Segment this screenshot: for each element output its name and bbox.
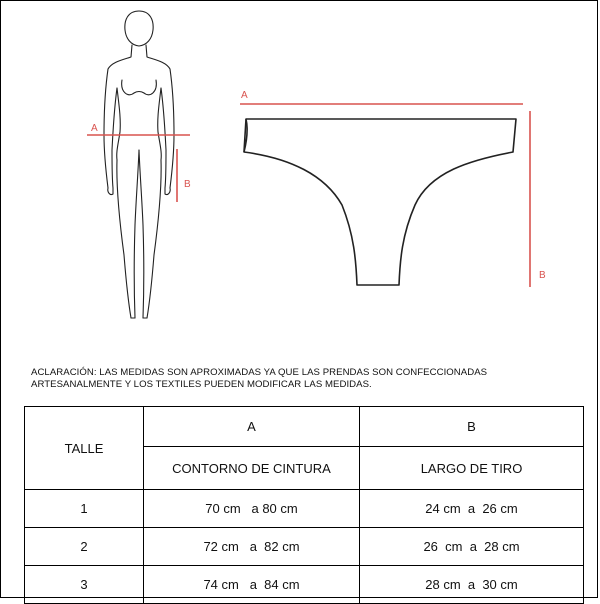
body-label-a: A bbox=[91, 123, 98, 134]
col-a-name-cell: CONTORNO DE CINTURA bbox=[144, 447, 360, 490]
table-row bbox=[25, 566, 584, 604]
size-cell: 3 bbox=[25, 566, 144, 604]
col-b-name-cell: LARGO DE TIRO bbox=[360, 447, 584, 490]
col-b-letter-cell: B bbox=[360, 407, 584, 447]
rise-cell: 26 cm a 28 cm bbox=[360, 528, 584, 566]
garment-label-a: A bbox=[241, 90, 248, 101]
size-cell: 1 bbox=[25, 490, 144, 528]
table-row bbox=[25, 528, 584, 566]
body-rise-measure bbox=[177, 149, 191, 202]
garment-label-b: B bbox=[539, 270, 546, 281]
garment-rise-measure bbox=[530, 111, 546, 287]
table-header-row-letters bbox=[25, 407, 584, 447]
garment-waist-measure bbox=[240, 90, 523, 104]
size-cell: 2 bbox=[25, 528, 144, 566]
disclaimer-note bbox=[31, 367, 571, 391]
col-a-letter-cell: A bbox=[144, 407, 360, 447]
waist-cell: 70 cm a 80 cm bbox=[144, 490, 360, 528]
size-table bbox=[24, 406, 584, 604]
body-waist-measure bbox=[87, 123, 190, 135]
garment-outline bbox=[244, 119, 516, 285]
disclaimer-line-2: ARTESANALMENTE Y LOS TEXTILES PUEDEN MODIFICAR LAS MEDIDAS. bbox=[31, 379, 372, 390]
body-figure bbox=[104, 11, 174, 318]
size-header-cell: TALLE bbox=[25, 407, 144, 490]
waist-cell: 72 cm a 82 cm bbox=[144, 528, 360, 566]
rise-cell: 28 cm a 30 cm bbox=[360, 566, 584, 604]
body-label-b: B bbox=[184, 179, 191, 190]
disclaimer-line-1: ACLARACIÓN: LAS MEDIDAS SON APROXIMADAS YA QUE LAS PRENDAS SON CONFECCIONADAS bbox=[31, 367, 488, 378]
rise-cell: 24 cm a 26 cm bbox=[360, 490, 584, 528]
waist-cell: 74 cm a 84 cm bbox=[144, 566, 360, 604]
table-row bbox=[25, 490, 584, 528]
